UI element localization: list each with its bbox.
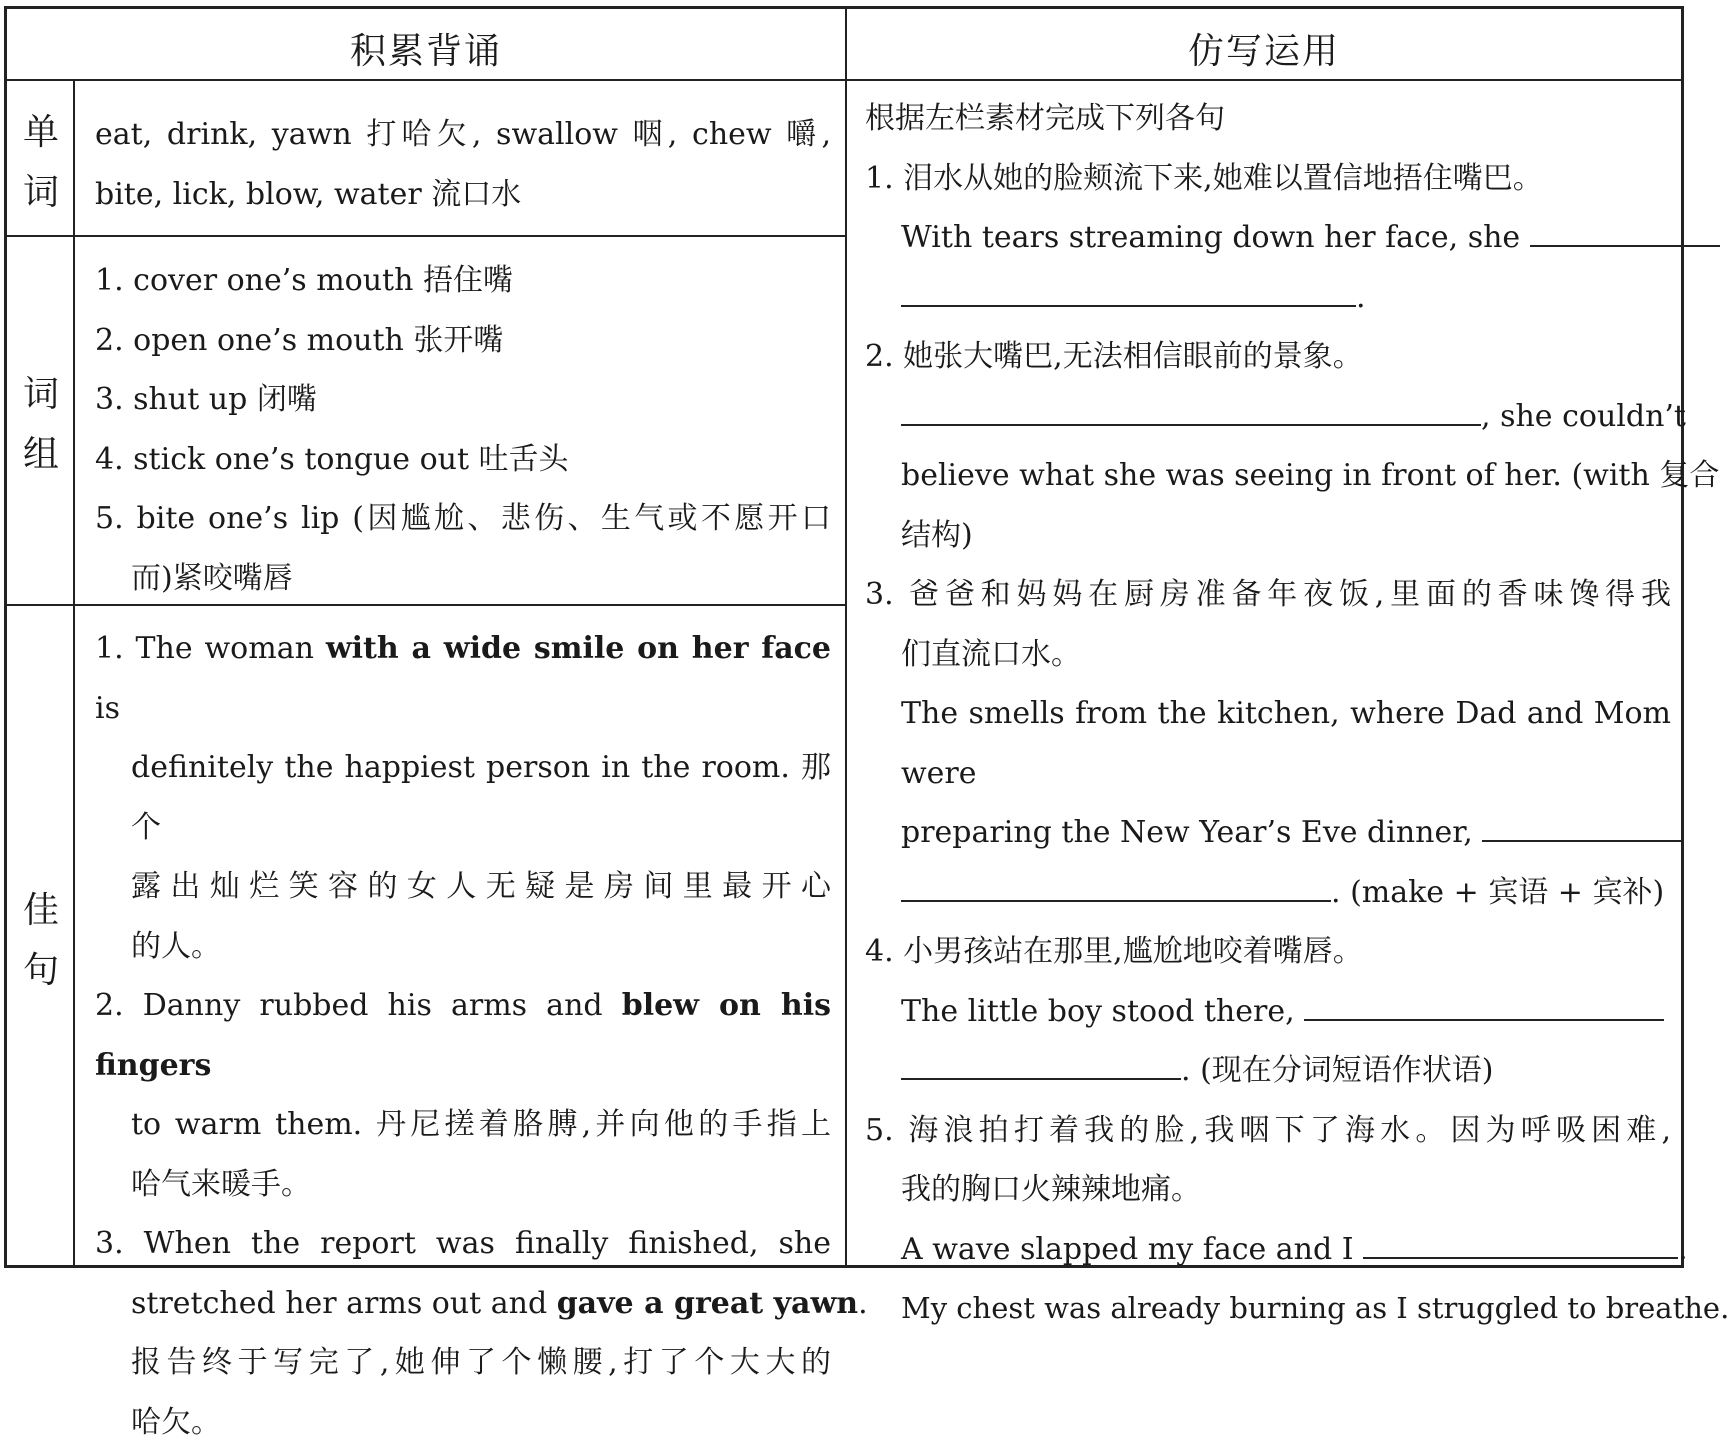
sentence-key-phrase: with a wide smile on her face bbox=[326, 631, 831, 666]
question-text: With tears streaming down her face, she bbox=[901, 220, 1520, 255]
question-sentence: My chest was already burning as I struggled to breathe. bbox=[865, 1279, 1671, 1339]
question-text: . bbox=[1678, 1232, 1688, 1267]
sentence-line: 哈欠。 bbox=[95, 1393, 831, 1452]
question-prompt: 4. 小男孩站在那里,尴尬地咬着嘴唇。 bbox=[865, 922, 1671, 982]
category-sentences-char: 句 bbox=[9, 941, 73, 1001]
question-sentence bbox=[865, 208, 1671, 268]
sentence-line bbox=[95, 619, 831, 738]
question-text: A wave slapped my face and I bbox=[901, 1232, 1354, 1267]
answer-blank[interactable] bbox=[1482, 808, 1682, 842]
question-prompt: 3. 爸爸和妈妈在厨房准备年夜饭,里面的香味馋得我 bbox=[865, 565, 1671, 625]
question-text: . (现在分词短语作状语) bbox=[1181, 1053, 1493, 1088]
column-divider bbox=[845, 9, 847, 1265]
question-sentence bbox=[865, 863, 1671, 923]
question-text: preparing the New Year’s Eve dinner, bbox=[901, 815, 1473, 850]
phrases-cell bbox=[95, 251, 831, 608]
question-sentence bbox=[865, 387, 1671, 447]
sentence-line: 报告终于写完了,她伸了个懒腰,打了个大大的 bbox=[95, 1333, 831, 1393]
worksheet-table bbox=[4, 6, 1684, 1268]
answer-blank[interactable] bbox=[901, 1046, 1181, 1080]
sentence-line: 露出灿烂笑容的女人无疑是房间里最开心 bbox=[95, 857, 831, 917]
header-rule bbox=[7, 79, 1681, 81]
practice-cell bbox=[865, 89, 1671, 1339]
phrase-item: 5. bite one’s lip (因尴尬、悲伤、生气或不愿开口 bbox=[95, 489, 831, 549]
question-sentence bbox=[865, 1220, 1671, 1280]
sentence-text: 2. Danny rubbed his arms and bbox=[95, 988, 622, 1023]
words-line: eat, drink, yawn 打哈欠, swallow 咽, chew 嚼, bbox=[95, 105, 831, 165]
question-sentence bbox=[865, 268, 1671, 328]
phrase-item: 4. stick one’s tongue out 吐舌头 bbox=[95, 430, 831, 490]
category-sentences bbox=[9, 881, 73, 1001]
answer-blank[interactable] bbox=[901, 273, 1356, 307]
question-prompt: 1. 泪水从她的脸颊流下来,她难以置信地捂住嘴巴。 bbox=[865, 149, 1671, 209]
right-header bbox=[847, 23, 1681, 74]
question-text: . bbox=[1356, 280, 1366, 315]
words-rule bbox=[7, 235, 845, 237]
practice-instruction: 根据左栏素材完成下列各句 bbox=[865, 89, 1671, 149]
answer-blank[interactable] bbox=[1363, 1225, 1678, 1259]
question-text: . (make + 宾语 + 宾补) bbox=[1331, 875, 1664, 910]
question-sentence bbox=[865, 1041, 1671, 1101]
sentence-line: 的人。 bbox=[95, 917, 831, 977]
question-prompt: 们直流口水。 bbox=[865, 625, 1671, 685]
sentence-text: stretched her arms out and bbox=[131, 1286, 557, 1321]
question-sentence: 结构) bbox=[865, 506, 1671, 566]
right-header-label: 仿写运用 bbox=[1188, 31, 1340, 72]
category-divider bbox=[73, 79, 75, 1265]
question-sentence: The smells from the kitchen, where Dad and Mom were bbox=[865, 684, 1671, 803]
left-header-label: 积累背诵 bbox=[350, 31, 502, 72]
answer-blank[interactable] bbox=[1530, 213, 1720, 247]
answer-blank[interactable] bbox=[901, 392, 1481, 426]
sentence-line: 3. When the report was finally finished, she bbox=[95, 1214, 831, 1274]
question-prompt: 我的胸口火辣辣地痛。 bbox=[865, 1160, 1671, 1220]
question-sentence: believe what she was seeing in front of her. (with 复合 bbox=[865, 446, 1671, 506]
sentence-line: to warm them. 丹尼搓着胳膊,并向他的手指上 bbox=[95, 1095, 831, 1155]
category-sentences-char: 佳 bbox=[9, 881, 73, 941]
words-line: bite, lick, blow, water 流口水 bbox=[95, 165, 831, 225]
phrase-item: 3. shut up 闭嘴 bbox=[95, 370, 831, 430]
question-prompt: 2. 她张大嘴巴,无法相信眼前的景象。 bbox=[865, 327, 1671, 387]
category-words-char: 单 bbox=[9, 103, 73, 163]
answer-blank[interactable] bbox=[1304, 987, 1664, 1021]
sentence-line: definitely the happiest person in the room. 那个 bbox=[95, 738, 831, 857]
category-phrases-char: 词 bbox=[9, 365, 73, 425]
phrase-item: 1. cover one’s mouth 捂住嘴 bbox=[95, 251, 831, 311]
sentences-cell bbox=[95, 619, 831, 1452]
sentence-key-phrase: gave a great yawn bbox=[557, 1286, 858, 1321]
answer-blank[interactable] bbox=[901, 868, 1331, 902]
words-cell bbox=[95, 105, 831, 224]
phrase-item-continued: 而)紧咬嘴唇 bbox=[95, 549, 831, 609]
category-words-char: 词 bbox=[9, 163, 73, 223]
question-sentence bbox=[865, 803, 1671, 863]
category-phrases bbox=[9, 365, 73, 485]
question-sentence bbox=[865, 982, 1671, 1042]
left-header bbox=[7, 23, 845, 74]
sentence-text: is bbox=[95, 691, 120, 726]
category-words bbox=[9, 103, 73, 223]
phrase-item: 2. open one’s mouth 张开嘴 bbox=[95, 311, 831, 371]
question-text: , she couldn’t bbox=[1481, 399, 1686, 434]
sentence-text: . bbox=[858, 1286, 868, 1321]
sentence-key-phrase: blew on his fingers bbox=[95, 988, 831, 1083]
sentence-line bbox=[95, 1274, 831, 1334]
sentence-line bbox=[95, 976, 831, 1095]
category-phrases-char: 组 bbox=[9, 425, 73, 485]
sentence-line: 哈气来暖手。 bbox=[95, 1155, 831, 1215]
question-text: The little boy stood there, bbox=[901, 994, 1295, 1029]
question-prompt: 5. 海浪拍打着我的脸,我咽下了海水。因为呼吸困难, bbox=[865, 1101, 1671, 1161]
sentence-text: 1. The woman bbox=[95, 631, 326, 666]
